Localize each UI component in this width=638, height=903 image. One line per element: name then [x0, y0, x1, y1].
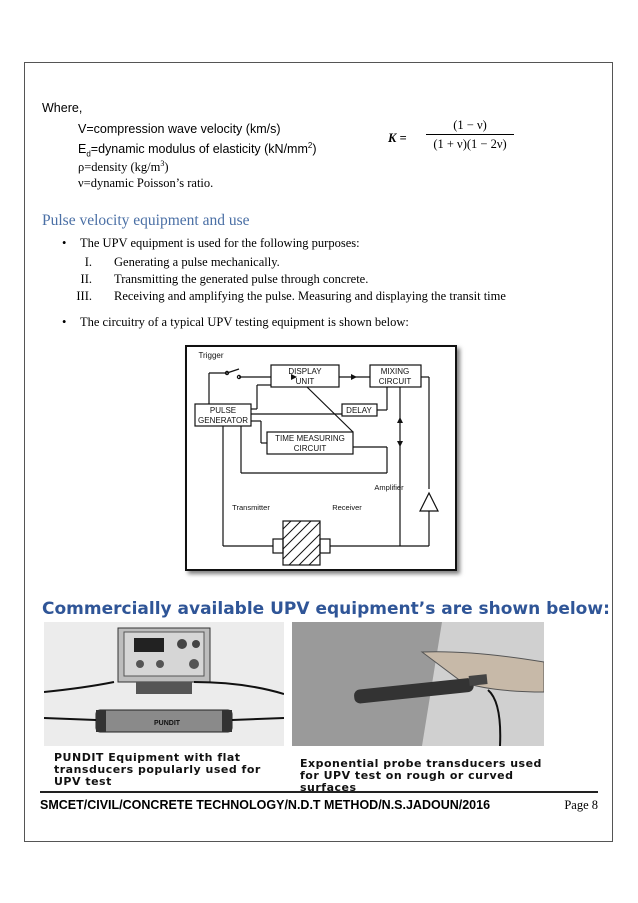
bullet-purposes: • The UPV equipment is used for the following purposes:	[62, 236, 360, 250]
bullet-dot-icon: •	[62, 236, 67, 250]
definition-velocity: V=compression wave velocity (km/s)	[78, 122, 281, 136]
definition-poisson: ν=dynamic Poisson’s ratio.	[78, 176, 214, 190]
list-item: III. Receiving and amplifying the pulse. Measuring and displaying the transit time	[76, 289, 506, 303]
page-footer	[40, 791, 598, 813]
mixing-label-1: MIXING	[380, 367, 410, 376]
footer-reference: SMCET/CIVIL/CONCRETE TECHNOLOGY/N.D.T METHOD/N.S.JADOUN/2016	[40, 798, 491, 812]
transmitter-label: Transmitter	[232, 503, 270, 512]
pundit-caption: PUNDIT Equipment with flat transducers popularly used for UPV test	[54, 751, 261, 788]
pundit-equipment-photo	[44, 622, 284, 746]
pulse-label-2: GENERATOR	[198, 416, 248, 425]
where-label: Where,	[42, 101, 83, 115]
probe-transducer-photo	[292, 622, 544, 746]
upv-circuit-diagram	[185, 345, 457, 571]
pulse-label-1: PULSE	[209, 406, 237, 415]
list-item: II. Transmitting the generated pulse through concrete.	[80, 272, 369, 286]
mixing-label-2: CIRCUIT	[378, 377, 412, 386]
bullet-circuitry: • The circuitry of a typical UPV testing equipment is shown below:	[62, 315, 409, 329]
pundit-text: PUNDIT	[154, 720, 181, 727]
display-label-1: DISPLAY	[288, 367, 322, 376]
definition-modulus: $E_d=dynamic$ modulus of elasticity $(kN/mm^2)$	[78, 141, 317, 159]
receiver-label: Receiver	[332, 503, 362, 512]
trigger-label: Trigger	[198, 351, 224, 360]
amplifier-label: Amplifier	[374, 483, 404, 492]
probe-caption: Exponential probe transducers used for UPV test on rough or curved surfaces	[300, 757, 542, 794]
formula-lhs: K =	[388, 131, 407, 145]
definition-density: ρ=density $(kg/m^3)$	[78, 159, 169, 175]
display-label-2: UNIT	[295, 377, 315, 386]
section-heading-commercial: Commercially available UPV equipment’s are shown below:	[42, 599, 610, 619]
formula-numerator: (1 − ν)	[453, 118, 487, 132]
bullet-dot-icon: •	[62, 315, 67, 329]
list-item: I. Generating a pulse mechanically.	[84, 255, 280, 269]
fraction-bar	[426, 134, 514, 135]
page-number: Page 8	[564, 798, 598, 812]
time-label-1: TIME MEASURING	[275, 434, 345, 443]
time-label-2: CIRCUIT	[293, 444, 327, 453]
section-heading-pulse-velocity: Pulse velocity equipment and use	[42, 212, 250, 229]
formula-denominator: (1 + ν)(1 − 2ν)	[433, 137, 507, 151]
delay-label: DELAY	[346, 406, 372, 415]
